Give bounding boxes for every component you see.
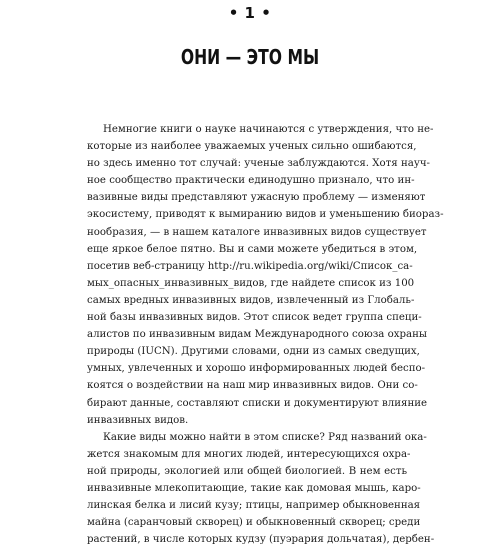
text-line: Какие виды можно найти в этом списке? Ряд названий ока- — [103, 431, 427, 443]
text-line: но здесь именно тот случай: ученые заблуждаются. Хотя науч- — [87, 158, 430, 170]
text-line: растений, в числе которых кудзу (пуэрария дольчатая), дербен- — [87, 534, 435, 546]
text-line: природы (IUCN). Другими словами, одни из самых сведущих, — [87, 346, 420, 358]
chapter-number: • 1 • — [228, 4, 272, 22]
text-line: ной базы инвазивных видов. Этот список ведет группа специ- — [87, 312, 422, 324]
text-line: инвазивные млекопитающие, такие как домовая мышь, каро- — [87, 482, 421, 494]
text-line: мых_опасных_инвазивных_видов, где найдете список из 100 — [87, 277, 415, 289]
text-line: коятся о воздействии на наш мир инвазивных видов. Они со- — [87, 380, 418, 392]
chapter-title: ОНИ — ЭТО МЫ — [180, 45, 320, 69]
text-line: линская белка и лисий кузу; птицы, например обыкновенная — [87, 500, 421, 512]
text-line: ной природы, экологией или общей биологией. В нем есть — [87, 465, 407, 477]
text-line: бирают данные, составляют списки и документируют влияние — [87, 397, 428, 409]
text-line: умных, увлеченных и хорошо информированных людей беспо- — [87, 363, 426, 375]
text-line: нообразия, — в нашем каталоге инвазивных видов существует — [87, 226, 427, 238]
text-line: еще яркое белое пятно. Вы и сами можете убедиться в этом, — [87, 243, 418, 255]
text-line: инвазивных видов. — [87, 414, 189, 426]
text-line: ное сообщество практически единодушно признало, что ин- — [87, 175, 415, 187]
text-line: жется знакомым для многих людей, интересующихся охра- — [87, 448, 411, 460]
paragraph-1 — [87, 121, 444, 429]
text-line: вазивные виды представляют ужасную проблему — изменяют — [87, 192, 426, 204]
body-text — [87, 121, 444, 548]
text-line: Немногие книги о науке начинаются с утверждения, что не- — [103, 124, 434, 135]
text-line: экосистему, приводят к вымиранию видов и уменьшению биораз- — [87, 209, 444, 221]
text-line: алистов по инвазивным видам Международного союза охраны — [87, 329, 427, 341]
text-line: посетив веб-страницу http://ru.wikipedia.org/wiki/Список_са- — [87, 260, 413, 272]
text-line: которые из наиболее уважаемых ученых сильно ошибаются, — [87, 141, 417, 153]
text-line: майна (саранчовый скворец) и обыкновенный скворец; среди — [87, 517, 421, 529]
text-line: самых вредных инвазивных видов, извлеченный из Глобаль- — [87, 294, 415, 306]
paragraph-2 — [87, 429, 435, 548]
